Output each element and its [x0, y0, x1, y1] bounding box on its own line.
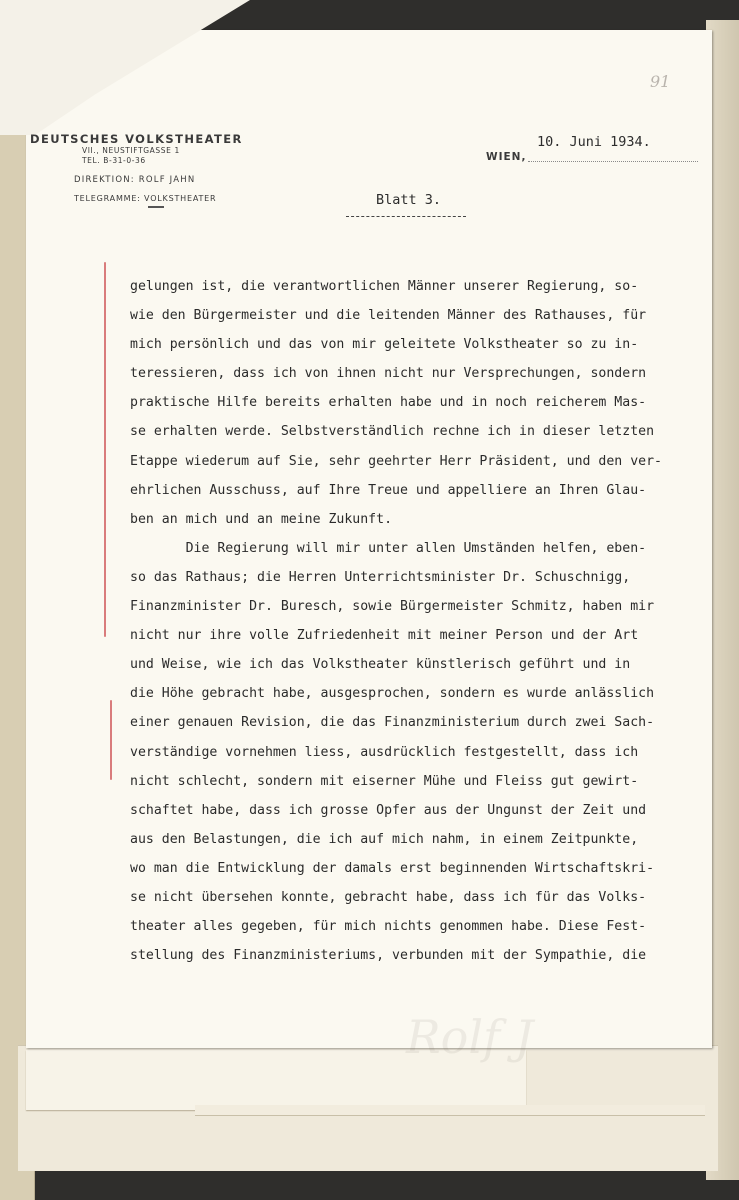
letter-date: 10. Juni 1934.	[537, 134, 651, 150]
body-line: Etappe wiederum auf Sie, sehr geehrter Herr Präsident, und den ver-	[130, 453, 662, 469]
body-line: einer genauen Revision, die das Finanzministerium durch zwei Sach-	[130, 715, 655, 731]
sheet-label: Blatt 3.	[376, 192, 442, 208]
place-label: WIEN,	[486, 151, 527, 163]
body-line: wo man die Entwicklung der damals erst beginnenden Wirtschaftskri-	[130, 860, 655, 876]
body-line: verständige vornehmen liess, ausdrücklich festgestellt, dass ich	[130, 744, 639, 760]
body-line: Die Regierung will mir unter allen Umständen helfen, eben-	[130, 540, 647, 556]
letterhead-mark	[148, 206, 164, 208]
body-line: Finanzminister Dr. Buresch, sowie Bürgermeister Schmitz, haben mir	[130, 599, 655, 615]
body-line: mich persönlich und das von mir geleitete Volkstheater so zu in-	[130, 337, 639, 353]
red-margin-mark	[110, 700, 112, 780]
body-line: nicht schlecht, sondern mit eiserner Mühe und Fleiss gut gewirt-	[130, 773, 639, 789]
folio-number: 91	[650, 72, 671, 91]
body-line: gelungen ist, die verantwortlichen Männer unserer Regierung, so-	[130, 279, 639, 294]
letterhead	[30, 132, 300, 208]
body-line: teressieren, dass ich von ihnen nicht nur Versprechungen, sondern	[130, 366, 647, 382]
sheet-underline	[346, 216, 466, 217]
body-line: ben an mich und an meine Zukunft.	[130, 511, 393, 527]
body-line: praktische Hilfe bereits erhalten habe und in noch reicherem Mas-	[130, 395, 647, 411]
body-line: wie den Bürgermeister und die leitenden Männer des Rathauses, für	[130, 308, 647, 324]
body-line: theater alles gegeben, für mich nichts genommen habe. Diese Fest-	[130, 919, 647, 935]
body-line: ehrlichen Ausschuss, auf Ihre Treue und appelliere an Ihren Glau-	[130, 482, 647, 498]
body-line: so das Rathaus; die Herren Unterrichtsminister Dr. Schuschnigg,	[130, 569, 631, 585]
letterhead-address: VII., NEUSTIFTGASSE 1	[82, 146, 180, 155]
body-line: se nicht übersehen konnte, gebracht habe, dass ich für das Volks-	[130, 889, 647, 905]
body-line: die Höhe gebracht habe, ausgesprochen, sondern es wurde anlässlich	[130, 686, 655, 702]
letterhead-direktion: DIREKTION: ROLF JAHN	[74, 175, 196, 185]
bleed-through-signature: Rolf J	[406, 1010, 534, 1064]
underlying-sheet	[195, 1105, 705, 1116]
body-line: aus den Belastungen, die ich auf mich nahm, in einem Zeitpunkte,	[130, 831, 639, 847]
red-margin-mark	[104, 262, 106, 637]
body-line: stellung des Finanzministeriums, verbunden mit der Sympathie, die	[130, 948, 647, 964]
letterhead-telegramme: TELEGRAMME: VOLKSTHEATER	[74, 194, 217, 203]
letter-body	[130, 272, 700, 970]
body-line: nicht nur ihre volle Zufriedenheit mit meiner Person und der Art	[130, 628, 639, 644]
body-line: und Weise, wie ich das Volkstheater künstlerisch geführt und in	[130, 657, 631, 673]
letterhead-name: DEUTSCHES VOLKSTHEATER	[30, 132, 243, 146]
body-line: schaftet habe, dass ich grosse Opfer aus der Ungunst der Zeit und	[130, 802, 647, 818]
place-dotted-line	[528, 161, 698, 162]
letterhead-telephone: TEL. B-31-0-36	[82, 156, 146, 165]
body-line: se erhalten werde. Selbstverständlich rechne ich in dieser letzten	[130, 424, 655, 440]
